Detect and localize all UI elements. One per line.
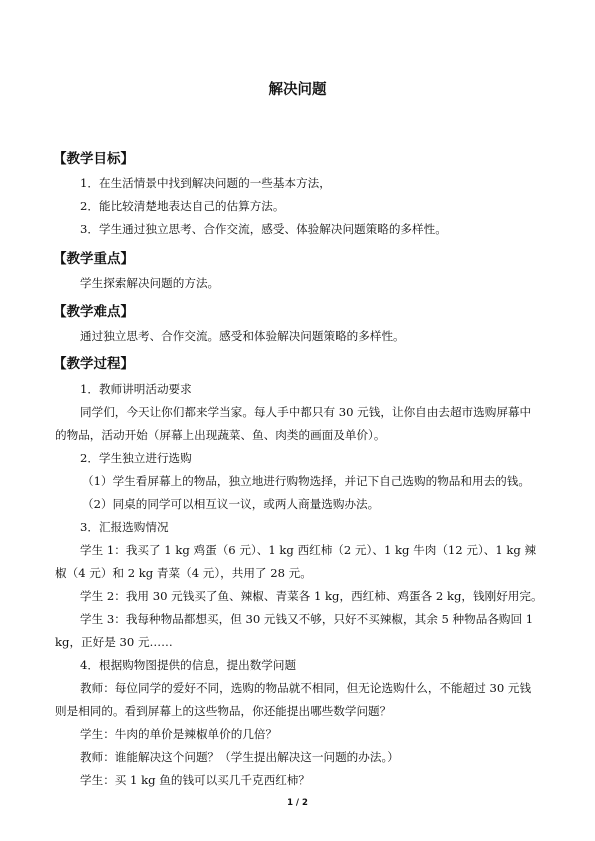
goal-item: 1．在生活情景中找到解决问题的一些基本方法， [80, 176, 331, 190]
paragraph-line: 同学们，今天让你们都来学当家。每人手中都只有 30 元钱，让你自由去超市选购屏幕中 [80, 405, 532, 419]
step-title: 3．汇报选购情况 [80, 520, 169, 534]
page-title: 解决问题 [268, 82, 327, 98]
paragraph-line: 教师：谁能解决这个问题？（学生提出解决这一问题的办法。） [80, 750, 399, 764]
difficulty-text: 通过独立思考、合作交流。感受和体验解决问题策略的多样性。 [80, 329, 405, 343]
step-title: 2．学生独立进行选购 [80, 451, 192, 465]
paragraph-line: 学生 2：我用 30 元钱买了鱼、辣椒、青菜各 1 kg，西红柿、鸡蛋各 2 kg，钱刚好用完。 [80, 589, 543, 603]
step-title: 4．根据购物图提供的信息，提出数学问题 [80, 658, 297, 672]
key-heading: 【教学重点】 [53, 251, 134, 267]
goals-heading: 【教学目标】 [53, 151, 134, 167]
paragraph-line: （2）同桌的同学可以相互议一议，或两人商量选购办法。 [82, 497, 380, 511]
paragraph-line: （1）学生看屏幕上的物品，独立地进行购物选择，并记下自己选购的物品和用去的钱。 [82, 474, 530, 488]
paragraph-line: 则是相同的。看到屏幕上的这些物品，你还能提出哪些数学问题？ [55, 704, 392, 718]
paragraph-line: 学生 3：我每种物品都想买，但 30 元钱又不够，只好不买辣椒，其余 5 种物品各购回 1 [80, 612, 534, 626]
paragraph-line: 学生：买 1 kg 鱼的钱可以买几千克西红柿？ [80, 773, 310, 787]
goal-item: 2．能比较清楚地表达自己的估算方法。 [80, 199, 285, 213]
paragraph-line: 学生：牛肉的单价是辣椒单价的几倍？ [80, 727, 278, 741]
difficulty-heading: 【教学难点】 [53, 304, 134, 320]
paragraph-line: 学生 1：我买了 1 kg 鸡蛋（6 元）、1 kg 西红柿（2 元）、1 kg 牛肉（12 元）、1 kg 辣 [80, 543, 537, 557]
page-number: 1 / 2 [287, 798, 308, 808]
paragraph-line: 的物品，活动开始（屏幕上出现蔬菜、鱼、肉类的画面及单价）。 [55, 428, 386, 442]
step-title: 1．教师讲明活动要求 [80, 382, 192, 396]
paragraph-line: 教师：每位同学的爱好不同，选购的物品就不相同，但无论选购什么，不能超过 30 元钱 [80, 681, 532, 695]
goal-item: 3．学生通过独立思考、合作交流，感受、体验解决问题策略的多样性。 [80, 222, 447, 236]
key-text: 学生探索解决问题的方法。 [80, 276, 220, 290]
process-heading: 【教学过程】 [53, 356, 134, 372]
paragraph-line: kg，正好是 30 元…… [55, 635, 173, 649]
paragraph-line: 椒（4 元）和 2 kg 青菜（4 元），共用了 28 元。 [55, 566, 312, 580]
